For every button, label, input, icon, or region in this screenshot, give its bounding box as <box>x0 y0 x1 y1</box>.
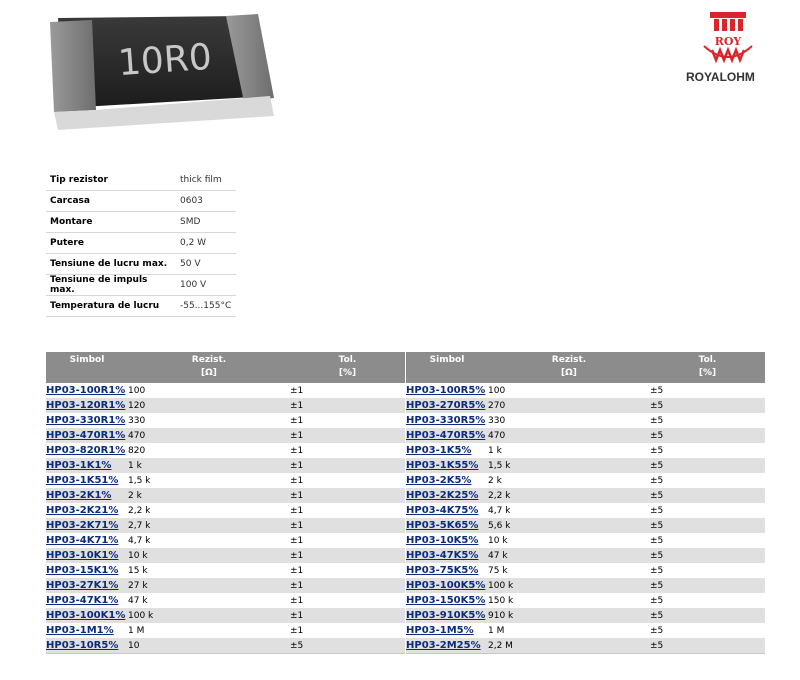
symbol-cell <box>46 563 128 578</box>
spec-value: 0603 <box>176 191 236 212</box>
resistance-cell: 910 k <box>488 608 650 623</box>
table-row <box>406 578 765 593</box>
table-row <box>406 503 765 518</box>
tolerance-cell: ±1 <box>290 385 304 396</box>
table-row <box>46 518 405 533</box>
tolerance-cell: ±1 <box>290 505 304 516</box>
symbol-cell <box>406 488 488 503</box>
symbol-cell <box>406 623 488 638</box>
spec-row <box>46 275 236 296</box>
spec-row <box>46 233 236 254</box>
tolerance-cell: ±1 <box>290 595 304 606</box>
resistance-cell: 1 k <box>488 445 502 456</box>
table-row <box>46 533 405 548</box>
tolerance-cell: ±1 <box>290 548 405 563</box>
resistance-cell: 1,5 k <box>128 475 151 486</box>
resistance-cell: 2,2 k <box>488 488 650 503</box>
resistance-cell: 2,2 M <box>488 638 650 654</box>
tolerance-cell: ±1 <box>290 518 405 533</box>
table-row <box>406 428 765 443</box>
resistance-cell: 47 k <box>488 548 650 563</box>
table-row <box>406 413 765 428</box>
spec-value: 0,2 W <box>176 233 236 254</box>
spec-row <box>46 254 236 275</box>
table-row <box>406 398 765 413</box>
table-row <box>406 638 765 654</box>
table-row <box>406 518 765 533</box>
symbol-cell <box>406 548 488 563</box>
symbol-cell <box>406 458 488 473</box>
table-row <box>46 623 405 638</box>
spec-label: Montare <box>46 212 176 233</box>
table-row <box>46 593 405 608</box>
product-link[interactable]: HP03-2K71% <box>46 520 119 531</box>
symbol-cell <box>406 503 488 518</box>
table-row <box>46 443 405 458</box>
tolerance-cell: ±5 <box>290 638 405 654</box>
tolerance-cell: ±1 <box>290 428 405 443</box>
tolerance-cell: ±5 <box>650 608 765 623</box>
tolerance-header: Tol. [%] <box>290 352 405 383</box>
symbol-cell <box>46 638 128 654</box>
product-link[interactable]: HP03-100R5% <box>406 385 486 396</box>
spec-value: SMD <box>176 212 236 233</box>
table-row <box>46 503 405 518</box>
resistance-header: Rezist. [Ω] <box>488 352 650 383</box>
table-row <box>46 608 405 623</box>
product-link[interactable]: HP03-27K1% <box>46 580 119 591</box>
tolerance-cell: ±5 <box>650 488 765 503</box>
symbol-cell <box>46 398 128 413</box>
symbol-cell <box>406 428 488 443</box>
resistance-cell: 2 k <box>128 488 290 503</box>
table-row <box>406 458 765 473</box>
table-row <box>46 473 405 488</box>
product-link[interactable]: HP03-470R1% <box>46 430 126 441</box>
tolerance-cell: ±1 <box>290 445 304 456</box>
resistance-cell: 2,7 k <box>128 518 290 533</box>
tolerance-cell: ±1 <box>290 535 304 546</box>
spec-row <box>46 170 236 191</box>
table-row <box>406 533 765 548</box>
product-link[interactable]: HP03-10K1% <box>46 550 119 561</box>
resistance-cell: 470 <box>488 428 650 443</box>
product-link[interactable]: HP03-100K5% <box>406 580 486 591</box>
symbol-cell <box>46 533 128 548</box>
symbol-cell <box>406 443 488 458</box>
table-row <box>46 398 405 413</box>
symbol-cell <box>46 383 128 398</box>
product-link[interactable]: HP03-820R1% <box>46 445 126 456</box>
symbol-cell <box>46 608 128 623</box>
product-link[interactable]: HP03-2K25% <box>406 490 479 501</box>
tolerance-cell: ±5 <box>650 505 664 516</box>
tolerance-header: Tol. [%] <box>650 352 765 383</box>
symbol-header: Simbol <box>46 352 128 383</box>
table-row <box>46 548 405 563</box>
tolerance-cell: ±1 <box>290 578 405 593</box>
table-row <box>46 458 405 473</box>
product-link[interactable]: HP03-150K5% <box>406 595 486 606</box>
table-row <box>46 638 405 654</box>
table-row <box>406 563 765 578</box>
resistance-cell: 150 k <box>488 595 514 606</box>
product-link[interactable]: HP03-47K5% <box>406 550 479 561</box>
product-link[interactable]: HP03-1K55% <box>406 460 479 471</box>
table-row <box>406 488 765 503</box>
tolerance-cell: ±5 <box>650 415 664 426</box>
table-row <box>406 593 765 608</box>
product-link[interactable]: HP03-330R5% <box>406 415 486 426</box>
resistance-cell: 100 <box>128 385 146 396</box>
table-row <box>406 548 765 563</box>
resistance-cell: 27 k <box>128 578 290 593</box>
spec-label: Tip rezistor <box>46 170 176 191</box>
resistance-cell: 100 <box>488 385 506 396</box>
resistor-product-image <box>44 4 276 132</box>
table-row <box>406 443 765 458</box>
tolerance-cell: ±1 <box>290 608 405 623</box>
spec-row <box>46 191 236 212</box>
tolerance-cell: ±5 <box>650 428 765 443</box>
resistance-cell: 1,5 k <box>488 458 650 473</box>
product-link[interactable]: HP03-4K75% <box>406 505 479 516</box>
resistance-cell: 1 M <box>128 625 145 636</box>
product-link[interactable]: HP03-120R1% <box>46 400 126 411</box>
products-table-1pct <box>46 352 405 654</box>
table-row <box>46 383 405 398</box>
symbol-cell <box>406 533 488 548</box>
product-link[interactable]: HP03-1K5% <box>406 445 472 456</box>
table-row <box>46 413 405 428</box>
resistance-cell: 820 <box>128 445 146 456</box>
resistance-cell: 270 <box>488 398 650 413</box>
resistance-cell: 47 k <box>128 595 148 606</box>
tolerance-cell: ±5 <box>650 578 765 593</box>
product-link[interactable]: HP03-75K5% <box>406 565 479 576</box>
logo-monogram: ROY <box>714 35 742 48</box>
product-link[interactable]: HP03-2M25% <box>406 640 481 651</box>
resistance-cell: 2 k <box>488 475 502 486</box>
tolerance-cell: ±5 <box>650 458 765 473</box>
resistance-cell: 1 k <box>128 458 290 473</box>
tolerance-cell: ±1 <box>290 565 304 576</box>
tolerance-cell: ±1 <box>290 625 304 636</box>
symbol-cell <box>406 578 488 593</box>
spec-label: Carcasa <box>46 191 176 212</box>
product-link[interactable]: HP03-2K5% <box>406 475 472 486</box>
symbol-cell <box>406 563 488 578</box>
tolerance-cell: ±5 <box>650 385 664 396</box>
tolerance-cell: ±1 <box>290 488 405 503</box>
resistance-cell: 330 <box>128 415 146 426</box>
symbol-cell <box>406 608 488 623</box>
product-link[interactable]: HP03-2K1% <box>46 490 112 501</box>
resistance-cell: 75 k <box>488 565 508 576</box>
resistance-cell: 100 k <box>128 608 290 623</box>
tolerance-cell: ±1 <box>290 415 304 426</box>
spec-label: Putere <box>46 233 176 254</box>
tolerance-cell: ±5 <box>650 445 664 456</box>
symbol-cell <box>46 623 128 638</box>
symbol-cell <box>406 398 488 413</box>
resistance-cell: 470 <box>128 428 290 443</box>
product-link[interactable]: HP03-330R1% <box>46 415 126 426</box>
table-row <box>406 383 765 398</box>
symbol-cell <box>46 488 128 503</box>
product-link[interactable]: HP03-47K1% <box>46 595 119 606</box>
products-table-5pct <box>406 352 765 654</box>
table-header-row <box>406 352 765 383</box>
tolerance-cell: ±5 <box>650 595 664 606</box>
tolerance-cell: ±5 <box>650 548 765 563</box>
spec-label: Tensiune de lucru max. <box>46 254 176 275</box>
product-link[interactable]: HP03-100R1% <box>46 385 126 396</box>
product-link[interactable]: HP03-10K5% <box>406 535 479 546</box>
symbol-cell <box>406 383 488 398</box>
table-row <box>46 578 405 593</box>
resistor-marking: 10R0 <box>116 36 214 85</box>
tolerance-cell: ±5 <box>650 625 664 636</box>
symbol-cell <box>46 443 128 458</box>
tolerance-cell: ±5 <box>650 535 664 546</box>
symbol-cell <box>46 428 128 443</box>
product-link[interactable]: HP03-100K1% <box>46 610 126 621</box>
symbol-cell <box>46 548 128 563</box>
symbol-cell <box>406 413 488 428</box>
spec-label: Tensiune de impuls max. <box>46 275 176 296</box>
tolerance-cell: ±1 <box>290 458 405 473</box>
tolerance-cell: ±5 <box>650 398 765 413</box>
tolerance-cell: ±1 <box>290 398 405 413</box>
table-row <box>46 428 405 443</box>
brand-name: ROYALOHM <box>686 70 755 84</box>
spec-row <box>46 296 236 317</box>
symbol-cell <box>46 503 128 518</box>
table-row <box>406 473 765 488</box>
resistance-cell: 4,7 k <box>128 535 151 546</box>
symbol-cell <box>46 473 128 488</box>
tolerance-cell: ±1 <box>290 475 304 486</box>
spec-value: 100 V <box>176 275 236 296</box>
product-link[interactable]: HP03-15K1% <box>46 565 119 576</box>
product-link[interactable]: HP03-1M5% <box>406 625 474 636</box>
product-link[interactable]: HP03-470R5% <box>406 430 486 441</box>
symbol-cell <box>406 473 488 488</box>
tolerance-cell: ±5 <box>650 475 664 486</box>
symbol-cell <box>406 638 488 654</box>
spec-value: 50 V <box>176 254 236 275</box>
product-link[interactable]: HP03-5K65% <box>406 520 479 531</box>
resistance-cell: 2,2 k <box>128 505 151 516</box>
product-link[interactable]: HP03-1K51% <box>46 475 119 486</box>
resistance-cell: 10 k <box>488 535 508 546</box>
resistance-cell: 15 k <box>128 565 148 576</box>
resistance-cell: 1 M <box>488 625 505 636</box>
symbol-header: Simbol <box>406 352 488 383</box>
product-link[interactable]: HP03-270R5% <box>406 400 486 411</box>
resistance-cell: 120 <box>128 398 290 413</box>
spec-value: -55...155°C <box>176 296 236 317</box>
product-link[interactable]: HP03-1K1% <box>46 460 112 471</box>
spec-value: thick film <box>176 170 236 191</box>
symbol-cell <box>46 458 128 473</box>
tolerance-cell: ±5 <box>650 638 765 654</box>
resistance-cell: 330 <box>488 415 506 426</box>
resistance-cell: 10 k <box>128 548 290 563</box>
symbol-cell <box>406 593 488 608</box>
product-link[interactable]: HP03-2K21% <box>46 505 119 516</box>
product-link[interactable]: HP03-910K5% <box>406 610 486 621</box>
table-row <box>406 623 765 638</box>
tolerance-cell: ±5 <box>650 565 664 576</box>
product-link[interactable]: HP03-10R5% <box>46 640 119 651</box>
tolerance-cell: ±5 <box>650 518 765 533</box>
symbol-cell <box>46 593 128 608</box>
symbol-cell <box>406 518 488 533</box>
table-row <box>406 608 765 623</box>
spec-row <box>46 212 236 233</box>
product-link[interactable]: HP03-1M1% <box>46 625 114 636</box>
symbol-cell <box>46 518 128 533</box>
spec-label: Temperatura de lucru <box>46 296 176 317</box>
table-header-row <box>46 352 405 383</box>
product-link[interactable]: HP03-4K71% <box>46 535 119 546</box>
resistance-cell: 4,7 k <box>488 505 511 516</box>
specifications-table <box>46 170 236 317</box>
resistance-cell: 5,6 k <box>488 518 650 533</box>
symbol-cell <box>46 413 128 428</box>
resistance-cell: 100 k <box>488 578 650 593</box>
symbol-cell <box>46 578 128 593</box>
table-row <box>46 488 405 503</box>
resistance-cell: 10 <box>128 638 290 654</box>
table-row <box>46 563 405 578</box>
resistance-header: Rezist. [Ω] <box>128 352 290 383</box>
